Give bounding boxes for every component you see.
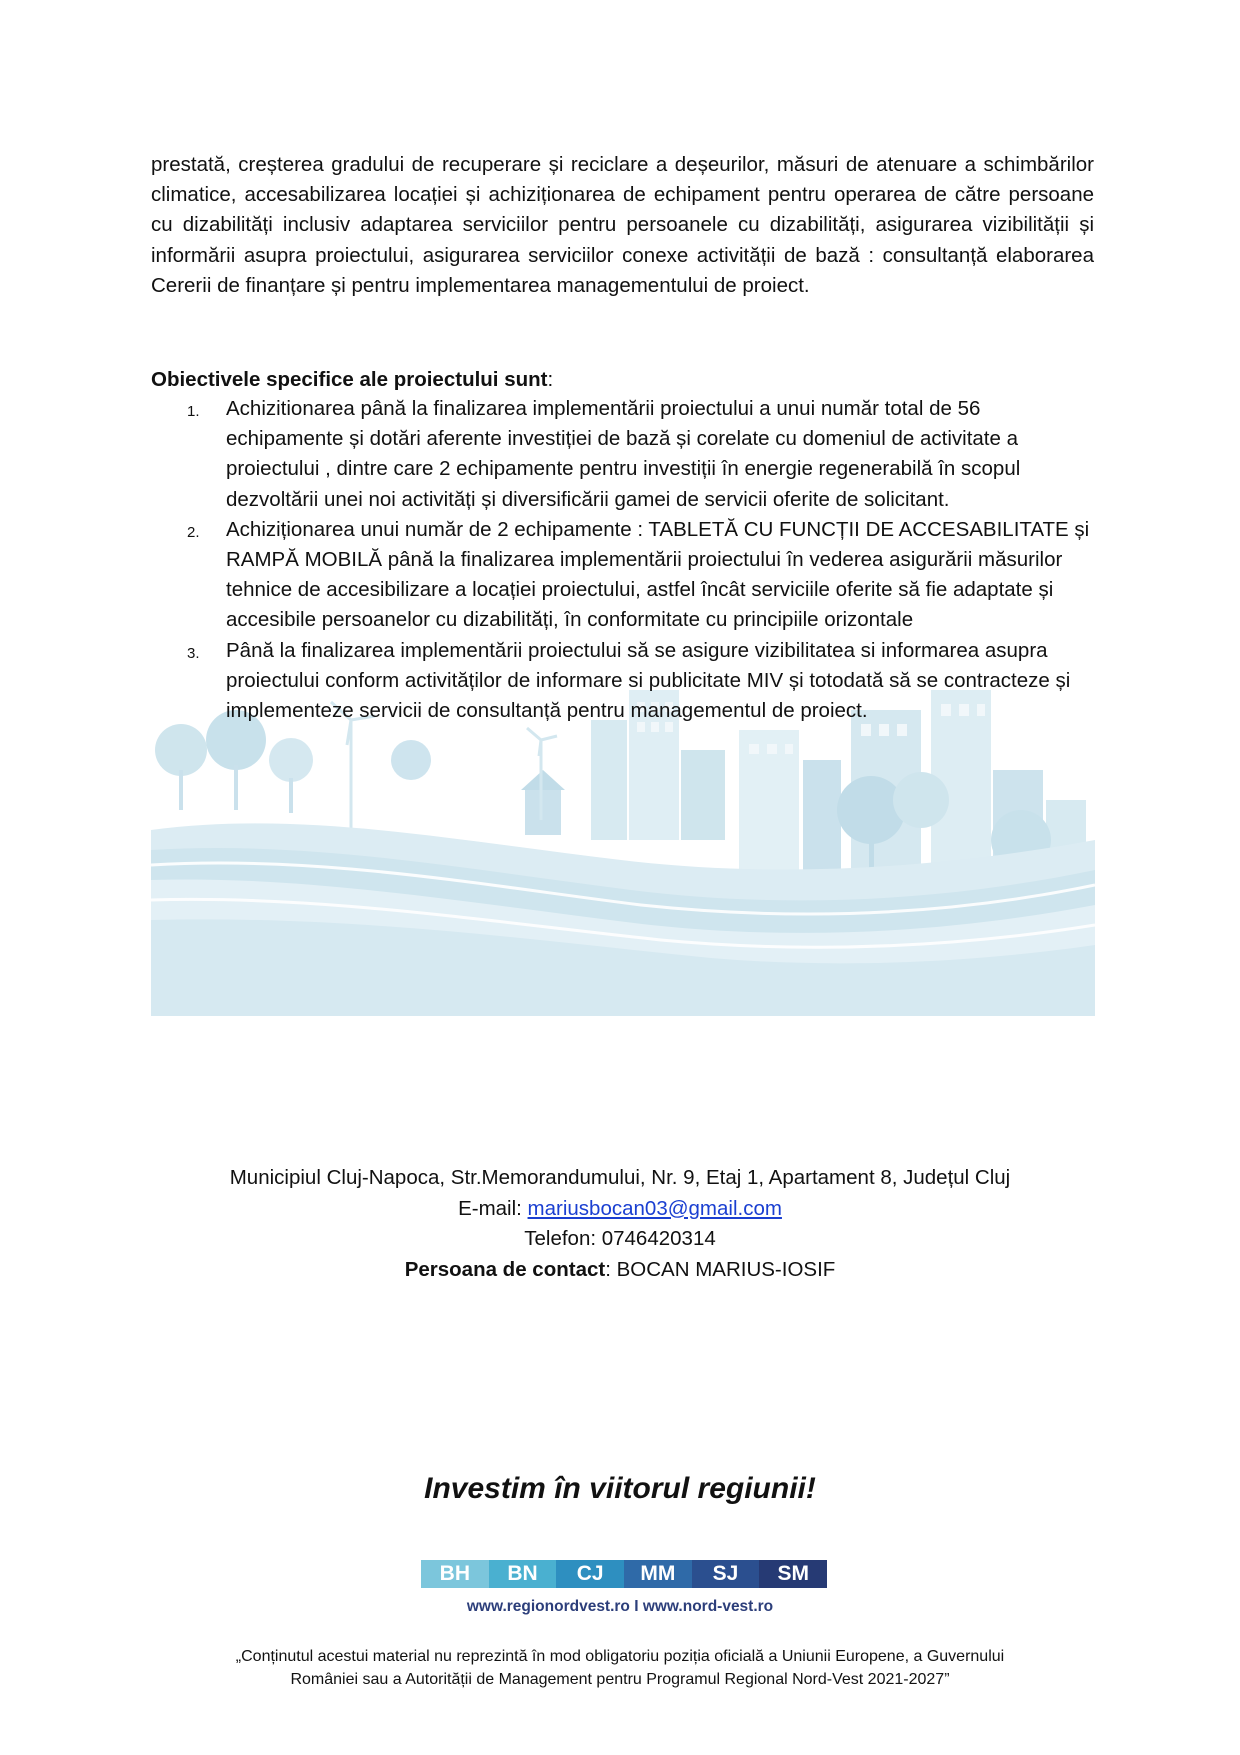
contact-email-label: E-mail: [458, 1196, 528, 1220]
disclaimer-line-1: „Conținutul acestui material nu reprezintă în mod obligatoriu poziția oficială a Uniunii Europene, a Guvernului [235, 1648, 1005, 1665]
region-codes-bar [421, 1560, 827, 1588]
objective-item [151, 394, 1096, 515]
disclaimer-line-2: României sau a Autorității de Management pentru Programul Regional Nord-Vest 2021-2027” [290, 1671, 950, 1688]
contact-person-separator: : [605, 1257, 617, 1281]
contact-phone: Telefon: 0746420314 [524, 1227, 716, 1250]
objectives-list [151, 394, 1096, 726]
intro-paragraph: prestată, creșterea gradului de recuperare și reciclare a deșeurilor, măsuri de atenuare a schimbărilor climatice, accesabilizarea locației și achiziționarea de echipament pentru operarea de către persoane cu dizabilități inclusiv adaptarea serviciilor pentru persoanele cu dizabilități, asigurarea vizibilității și informării asupra proiectului, asigurarea serviciilor conexe activității de bază : consultanță elaborarea Cererii de finanțare și pentru implementarea managementului de proiect. [151, 153, 1094, 297]
region-code-mm: MM [624, 1560, 692, 1588]
objective-text: Achizitionarea până la finalizarea implementării proiectului a unui număr total de 56 echipamente și dotări aferente investiției de bază și corelate cu domeniul de activitate a proiectului , dintre care 2 echipamente pentru investiții în energie regenerabilă în scopul dezvoltării unei noi activități și diversificării gamei de servicii oferite de solicitant. [226, 397, 1021, 511]
region-code-sj: SJ [692, 1560, 760, 1588]
contact-email-link[interactable]: mariusbocan03@gmail.com [527, 1196, 782, 1220]
website-links[interactable]: www.regionordvest.ro I www.nord-vest.ro [466, 1598, 774, 1615]
objective-number: 1. [187, 403, 200, 420]
contact-person-line [0, 1255, 1240, 1286]
region-code-bh: BH [421, 1560, 489, 1588]
objective-text: Până la finalizarea implementării proiectului să se asigure vizibilitatea si informarea asupra proiectului conform activităților de informare si publicitate MIV și totodată să se contracteze și implementeze servicii de consultanță pentru managementul de proiect. [226, 638, 1071, 723]
contact-person-name: BOCAN MARIUS-IOSIF [616, 1257, 836, 1281]
contact-email-line [0, 1194, 1240, 1225]
objectives-heading-colon: : [547, 368, 554, 391]
contact-person-label: Persoana de contact [404, 1257, 606, 1281]
objectives-heading-text: Obiectivele specifice ale proiectului sunt [151, 368, 548, 391]
objective-text: Achiziționarea unui număr de 2 echipamente : TABLETĂ CU FUNCȚII DE ACCESABILITATE și RAMPĂ MOBILĂ până la finalizarea implementării proiectului în vederea asigurării măsurilor tehnice de accesibilizare a locației proiectului, astfel încât serviciile oferite să fie adaptate și accesibile persoanelor cu dizabilități, în conformitate cu principiile orizontale [226, 517, 1090, 632]
region-code-cj: CJ [556, 1560, 624, 1588]
region-code-sm: SM [759, 1560, 827, 1588]
disclaimer [0, 1645, 1240, 1691]
contact-block [0, 1163, 1240, 1285]
objective-number: 3. [187, 644, 200, 662]
slogan: Investim în viitorul regiunii! [424, 1472, 816, 1505]
objective-item [151, 515, 1096, 636]
region-code-bn: BN [489, 1560, 557, 1588]
contact-address: Municipiul Cluj-Napoca, Str.Memorandumului, Nr. 9, Etaj 1, Apartament 8, Județul Cluj [229, 1166, 1011, 1189]
objective-number: 2. [187, 523, 200, 541]
city-landscape-illustration [151, 690, 1095, 1016]
objectives-heading [151, 365, 1094, 395]
objective-item [151, 636, 1096, 727]
